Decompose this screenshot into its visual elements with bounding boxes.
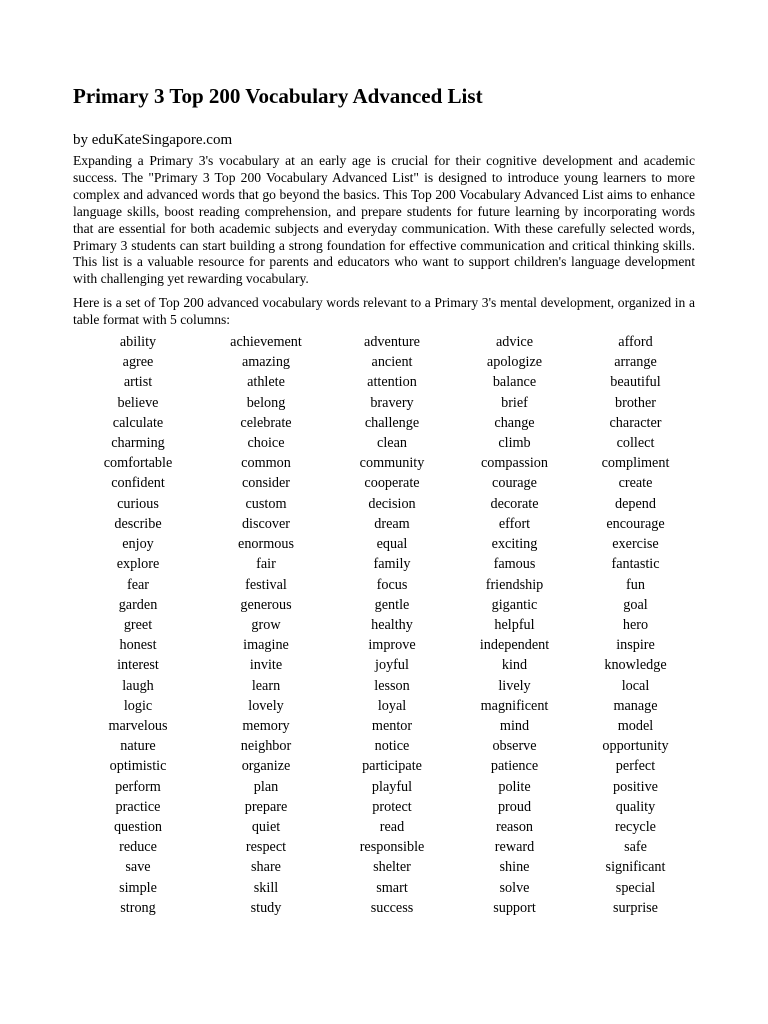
- vocab-word: climb: [498, 435, 531, 452]
- vocab-word: read: [379, 818, 405, 835]
- vocab-word: ancient: [371, 354, 413, 371]
- vocab-word: decision: [368, 495, 416, 512]
- vocab-word: patience: [490, 758, 539, 775]
- vocabulary-table: [74, 332, 696, 918]
- vocab-word: custom: [245, 495, 287, 512]
- vocab-word: afford: [618, 334, 653, 351]
- vocab-word: fair: [256, 556, 276, 573]
- table-row: [74, 413, 696, 433]
- vocab-word: study: [250, 899, 282, 916]
- vocab-word: balance: [492, 374, 537, 391]
- table-row: [74, 433, 696, 453]
- vocab-word: believe: [117, 394, 159, 411]
- vocab-word: artist: [123, 374, 153, 391]
- table-row: [74, 777, 696, 797]
- vocab-word: charming: [111, 435, 165, 452]
- page-title: Primary 3 Top 200 Vocabulary Advanced List: [73, 84, 483, 108]
- vocab-word: enormous: [238, 536, 294, 553]
- vocab-word: challenge: [364, 414, 420, 431]
- vocab-word: clean: [377, 435, 407, 452]
- vocab-word: save: [125, 859, 151, 876]
- vocab-word: reduce: [119, 839, 157, 856]
- vocab-word: quiet: [251, 818, 281, 835]
- vocab-word: apologize: [486, 354, 543, 371]
- vocab-word: surprise: [613, 899, 658, 916]
- vocab-word: improve: [368, 637, 416, 654]
- vocab-word: polite: [498, 778, 531, 795]
- vocab-word: significant: [605, 859, 666, 876]
- vocab-word: reward: [494, 839, 535, 856]
- vocab-word: mentor: [371, 717, 413, 734]
- vocab-word: grow: [251, 616, 281, 633]
- vocab-word: solve: [499, 879, 530, 896]
- vocab-word: respect: [245, 839, 287, 856]
- table-row: [74, 857, 696, 877]
- vocab-word: positive: [613, 778, 658, 795]
- table-row: [74, 575, 696, 595]
- vocab-word: compliment: [601, 455, 670, 472]
- vocab-word: goal: [623, 596, 648, 613]
- vocab-word: memory: [242, 717, 290, 734]
- vocab-word: organize: [241, 758, 291, 775]
- table-row: [74, 372, 696, 392]
- vocab-word: adventure: [364, 334, 420, 351]
- vocab-word: playful: [371, 778, 413, 795]
- vocab-word: amazing: [241, 354, 291, 371]
- vocab-word: brother: [615, 394, 656, 411]
- vocab-word: ability: [119, 334, 157, 351]
- vocab-word: garden: [118, 596, 158, 613]
- vocab-word: consider: [241, 475, 291, 492]
- vocab-word: festival: [245, 576, 287, 593]
- vocab-word: advice: [495, 334, 534, 351]
- vocab-word: courage: [492, 475, 537, 492]
- table-row: [74, 473, 696, 493]
- table-row: [74, 352, 696, 372]
- vocab-word: loyal: [377, 697, 407, 714]
- byline: by eduKateSingapore.com: [73, 132, 233, 148]
- vocab-word: effort: [498, 515, 531, 532]
- vocab-word: support: [493, 899, 536, 916]
- vocab-word: helpful: [494, 616, 535, 633]
- vocab-word: comfortable: [103, 455, 173, 472]
- vocab-word: interest: [117, 657, 159, 674]
- vocab-word: plan: [253, 778, 279, 795]
- vocab-word: bravery: [370, 394, 414, 411]
- vocab-word: celebrate: [240, 414, 292, 431]
- vocab-word: special: [615, 879, 656, 896]
- table-row: [74, 797, 696, 817]
- vocab-word: strong: [120, 899, 156, 916]
- vocab-word: agree: [122, 354, 154, 371]
- vocab-word: question: [113, 818, 163, 835]
- vocab-word: perfect: [615, 758, 656, 775]
- vocab-word: gigantic: [491, 596, 538, 613]
- table-row: [74, 514, 696, 534]
- vocab-word: magnificent: [480, 697, 549, 714]
- table-intro: Here is a set of Top 200 advanced vocabulary words relevant to a Primary 3's mental development, organized in a table format with 5 columns:: [73, 295, 695, 328]
- vocab-word: mind: [499, 717, 530, 734]
- vocab-word: marvelous: [108, 717, 168, 734]
- vocab-word: attention: [367, 374, 417, 391]
- vocab-word: shine: [499, 859, 530, 876]
- vocab-word: discover: [241, 515, 291, 532]
- table-row: [74, 655, 696, 675]
- vocab-word: safe: [624, 839, 647, 856]
- vocab-word: logic: [123, 697, 153, 714]
- vocab-word: manage: [613, 697, 658, 714]
- vocab-word: lovely: [248, 697, 284, 714]
- vocab-word: knowledge: [604, 657, 667, 674]
- intro-paragraph: Expanding a Primary 3's vocabulary at an early age is crucial for their cognitive development and academic success. The "Primary 3 Top 200 Vocabulary Advanced List" is designed to introduce young learners to more complex and advanced words that go beyond the basics. This Top 200 Vocabulary Advanced List aims to enhance language skills, boost reading comprehension, and prepare students for future learning by incorporating words that are essential for both academic subjects and everyday communication. With these carefully selected words, Primary 3 students can start building a strong foundation for effective communication and critical thinking skills. This list is a valuable resource for parents and educators who want to support children's language development with challenging yet rewarding vocabulary.: [73, 153, 695, 287]
- vocab-word: proud: [497, 798, 532, 815]
- vocab-word: practice: [115, 798, 161, 815]
- vocab-word: imagine: [243, 637, 289, 654]
- vocab-word: create: [618, 475, 653, 492]
- vocab-word: decorate: [490, 495, 539, 512]
- vocab-word: cooperate: [364, 475, 420, 492]
- table-row: [74, 676, 696, 696]
- vocab-word: lesson: [374, 677, 410, 694]
- vocab-word: shelter: [373, 859, 411, 876]
- vocab-word: depend: [615, 495, 656, 512]
- vocab-word: local: [621, 677, 650, 694]
- vocab-word: lively: [498, 677, 531, 694]
- vocab-word: compassion: [481, 455, 548, 472]
- vocab-word: confident: [111, 475, 165, 492]
- vocab-word: kind: [501, 657, 528, 674]
- vocab-word: greet: [123, 616, 153, 633]
- vocab-word: responsible: [359, 839, 425, 856]
- vocab-word: model: [617, 717, 654, 734]
- table-row: [74, 736, 696, 756]
- vocab-word: observe: [492, 738, 537, 755]
- vocab-word: famous: [493, 556, 536, 573]
- vocab-word: joyful: [375, 657, 409, 674]
- vocab-word: collect: [616, 435, 655, 452]
- vocab-word: gentle: [374, 596, 410, 613]
- vocab-word: fantastic: [611, 556, 660, 573]
- vocab-word: laugh: [122, 677, 154, 694]
- table-row: [74, 878, 696, 898]
- table-row: [74, 756, 696, 776]
- vocab-word: community: [359, 455, 425, 472]
- vocab-word: dream: [374, 515, 410, 532]
- vocab-word: friendship: [485, 576, 544, 593]
- vocab-word: family: [373, 556, 411, 573]
- vocab-word: perform: [115, 778, 161, 795]
- vocab-word: quality: [615, 798, 656, 815]
- vocab-word: explore: [116, 556, 160, 573]
- vocab-word: independent: [479, 637, 550, 654]
- table-row: [74, 453, 696, 473]
- vocab-word: fear: [126, 576, 150, 593]
- table-row: [74, 696, 696, 716]
- table-row: [74, 635, 696, 655]
- vocab-word: participate: [362, 758, 422, 775]
- table-row: [74, 837, 696, 857]
- vocab-word: change: [494, 414, 535, 431]
- vocab-word: exercise: [612, 536, 659, 553]
- vocab-word: choice: [247, 435, 285, 452]
- vocab-word: exciting: [491, 536, 538, 553]
- vocab-word: learn: [251, 677, 281, 694]
- vocab-word: simple: [119, 879, 157, 896]
- vocab-word: smart: [376, 879, 408, 896]
- document-page: [73, 82, 695, 918]
- vocab-word: curious: [117, 495, 159, 512]
- table-row: [74, 595, 696, 615]
- vocab-word: common: [241, 455, 291, 472]
- table-row: [74, 332, 696, 352]
- vocab-word: optimistic: [109, 758, 167, 775]
- vocab-word: athlete: [247, 374, 285, 391]
- vocab-word: protect: [372, 798, 412, 815]
- vocab-word: focus: [376, 576, 408, 593]
- vocabulary-table-body: [74, 332, 696, 918]
- vocab-word: healthy: [371, 616, 413, 633]
- vocab-word: enjoy: [122, 536, 154, 553]
- vocab-word: encourage: [606, 515, 665, 532]
- table-row: [74, 817, 696, 837]
- vocab-word: neighbor: [240, 738, 292, 755]
- table-row: [74, 534, 696, 554]
- vocab-word: skill: [253, 879, 279, 896]
- table-row: [74, 615, 696, 635]
- vocab-word: character: [609, 414, 662, 431]
- table-row: [74, 716, 696, 736]
- vocab-word: hero: [622, 616, 649, 633]
- vocab-word: calculate: [112, 414, 164, 431]
- table-row: [74, 554, 696, 574]
- vocab-word: share: [251, 859, 281, 876]
- vocab-word: arrange: [614, 354, 657, 371]
- vocab-word: belong: [246, 394, 286, 411]
- vocab-word: generous: [240, 596, 292, 613]
- vocab-word: reason: [495, 818, 534, 835]
- vocab-word: honest: [119, 637, 157, 654]
- vocab-word: fun: [626, 576, 645, 593]
- table-row: [74, 494, 696, 514]
- vocab-word: inspire: [616, 637, 655, 654]
- vocab-word: brief: [501, 394, 528, 411]
- vocab-word: equal: [376, 536, 408, 553]
- vocab-word: invite: [249, 657, 283, 674]
- vocab-word: nature: [120, 738, 156, 755]
- table-row: [74, 393, 696, 413]
- vocab-word: notice: [374, 738, 410, 755]
- vocab-word: achievement: [230, 334, 302, 351]
- vocab-word: success: [370, 899, 414, 916]
- vocab-word: beautiful: [610, 374, 661, 391]
- vocab-word: describe: [114, 515, 162, 532]
- vocab-word: prepare: [244, 798, 288, 815]
- vocab-word: opportunity: [602, 738, 669, 755]
- vocab-word: recycle: [615, 818, 656, 835]
- table-row: [74, 898, 696, 918]
